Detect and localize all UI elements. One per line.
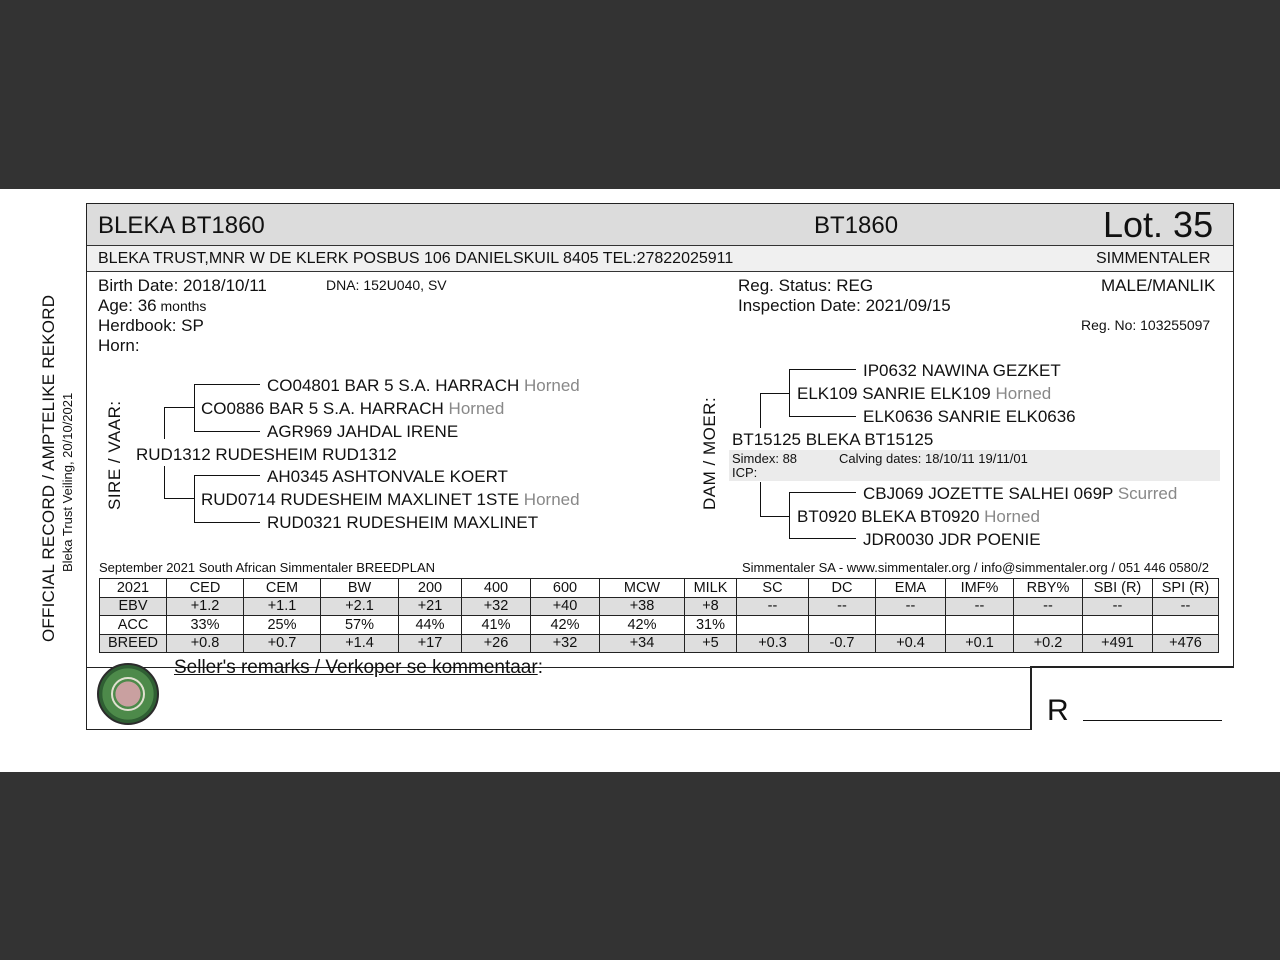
dam-dam bbox=[797, 507, 1040, 527]
animal-id: BT1860 bbox=[814, 212, 899, 239]
seal-ring bbox=[111, 677, 145, 711]
remarks-label: Seller's remarks / Verkoper se kommentaar bbox=[174, 657, 538, 678]
pedigree-line bbox=[194, 475, 195, 523]
pedigree-line bbox=[194, 384, 260, 385]
table-cell: +0.4 bbox=[876, 634, 946, 653]
table-cell: +8 bbox=[685, 597, 737, 616]
price-prefix: R bbox=[1047, 694, 1069, 727]
table-cell: +34 bbox=[600, 634, 685, 653]
table-cell: +1.4 bbox=[321, 634, 399, 653]
table-cell: CED bbox=[167, 579, 244, 598]
table-cell: 31% bbox=[685, 616, 737, 635]
table-cell: +26 bbox=[462, 634, 531, 653]
icp: ICP: bbox=[732, 465, 758, 480]
calving-dates: Calving dates: 18/10/11 19/11/01 bbox=[839, 451, 1028, 466]
ancestor-name: RUD0714 RUDESHEIM MAXLINET 1STE bbox=[201, 490, 520, 509]
table-cell bbox=[876, 616, 946, 635]
age-label: Age: bbox=[98, 296, 138, 315]
ancestor-name: CO0886 BAR 5 S.A. HARRACH bbox=[201, 399, 444, 418]
official-record-caption: OFFICIAL RECORD / AMPTELIKE REKORD bbox=[39, 294, 58, 642]
table-cell: SBI (R) bbox=[1083, 579, 1153, 598]
pedigree-line bbox=[164, 466, 165, 498]
pedigree-line bbox=[789, 369, 856, 370]
horn-note: Horned bbox=[524, 376, 580, 395]
ancestor-name: CO04801 BAR 5 S.A. HARRACH bbox=[267, 376, 520, 395]
horn-note: Horned bbox=[523, 490, 580, 509]
sire: RUD1312 RUDESHEIM RUD1312 bbox=[136, 445, 397, 464]
auction-caption: Bleka Trust Veiling, 20/10/2021 bbox=[60, 392, 75, 572]
table-cell: 2021 bbox=[100, 579, 167, 598]
table-cell: +17 bbox=[399, 634, 462, 653]
reg-number: Reg. No: 103255097 bbox=[1081, 317, 1211, 333]
table-cell: +0.1 bbox=[946, 634, 1014, 653]
pedigree-line bbox=[194, 522, 260, 523]
sire-dam-sire: AH0345 ASHTONVALE KOERT bbox=[267, 467, 508, 486]
table-cell: +5 bbox=[685, 634, 737, 653]
inspection-date: Inspection Date: 2021/09/15 bbox=[738, 296, 951, 315]
dam-dam-dam: JDR0030 JDR POENIE bbox=[863, 530, 1041, 549]
table-cell: SC bbox=[737, 579, 809, 598]
reg-status: Reg. Status: REG bbox=[738, 276, 874, 295]
table-cell: 41% bbox=[462, 616, 531, 635]
table-cell: 200 bbox=[399, 579, 462, 598]
dam-sire-dam: ELK0636 SANRIE ELK0636 bbox=[863, 407, 1076, 426]
sire-sire-dam: AGR969 JAHDAL IRENE bbox=[267, 422, 459, 441]
table-cell: +38 bbox=[600, 597, 685, 616]
breedplan-caption: September 2021 South African Simmentaler BREEDPLAN bbox=[99, 560, 436, 575]
birth-date: Birth Date: 2018/10/11 bbox=[98, 276, 267, 295]
dam-dam-sire bbox=[863, 484, 1177, 504]
lot-number: Lot. 35 bbox=[1103, 204, 1214, 245]
table-cell: MCW bbox=[600, 579, 685, 598]
pedigree-line bbox=[760, 516, 789, 517]
table-cell: -- bbox=[946, 597, 1014, 616]
sellers-remarks bbox=[174, 657, 543, 679]
table-cell: 25% bbox=[244, 616, 321, 635]
simdex: Simdex: 88 bbox=[732, 451, 798, 466]
pedigree-line bbox=[194, 384, 195, 432]
dam: BT15125 BLEKA BT15125 bbox=[732, 430, 934, 449]
table-cell: SPI (R) bbox=[1153, 579, 1219, 598]
table-cell: 400 bbox=[462, 579, 531, 598]
pedigree-line bbox=[164, 498, 194, 499]
table-cell bbox=[737, 616, 809, 635]
horn-field: Horn: bbox=[98, 336, 140, 355]
table-cell: 42% bbox=[600, 616, 685, 635]
table-cell: 33% bbox=[167, 616, 244, 635]
pedigree-line bbox=[760, 482, 761, 516]
table-row-ebv bbox=[100, 597, 1219, 616]
table-cell: +40 bbox=[531, 597, 600, 616]
table-cell: -- bbox=[1083, 597, 1153, 616]
age-unit: months bbox=[156, 298, 207, 314]
dam-sire-sire: IP0632 NAWINA GEZKET bbox=[863, 361, 1061, 380]
table-cell: -- bbox=[809, 597, 876, 616]
table-row-acc bbox=[100, 616, 1219, 635]
animal-name: BLEKA BT1860 bbox=[98, 212, 265, 239]
table-cell: ACC bbox=[100, 616, 167, 635]
pedigree-line bbox=[789, 369, 790, 417]
table-cell: +0.8 bbox=[167, 634, 244, 653]
horn-note: Horned bbox=[984, 507, 1040, 526]
table-cell bbox=[1153, 616, 1219, 635]
table-cell: +32 bbox=[462, 597, 531, 616]
remarks-colon: : bbox=[537, 657, 543, 678]
table-cell: +0.7 bbox=[244, 634, 321, 653]
sire-sire-sire bbox=[267, 376, 580, 396]
table-cell: -0.7 bbox=[809, 634, 876, 653]
age-field bbox=[98, 296, 206, 316]
ancestor-name: CBJ069 JOZETTE SALHEI 069P bbox=[863, 484, 1114, 503]
table-cell: +1.2 bbox=[167, 597, 244, 616]
pedigree-line bbox=[789, 492, 856, 493]
pedigree-line bbox=[164, 407, 194, 408]
table-header-row bbox=[100, 579, 1219, 598]
table-cell: MILK bbox=[685, 579, 737, 598]
dna-info: DNA: 152U040, SV bbox=[326, 277, 447, 293]
pedigree-line bbox=[194, 475, 260, 476]
table-cell: BREED bbox=[100, 634, 167, 653]
pedigree-line bbox=[194, 431, 260, 432]
contact-info: Simmentaler SA - www.simmentaler.org / info@simmentaler.org / 051 446 0580/2 bbox=[742, 560, 1209, 575]
table-cell: +0.3 bbox=[737, 634, 809, 653]
society-seal-logo bbox=[97, 663, 159, 725]
sire-dam-dam: RUD0321 RUDESHEIM MAXLINET bbox=[267, 513, 539, 532]
ebv-table bbox=[99, 578, 1219, 653]
table-cell: BW bbox=[321, 579, 399, 598]
table-cell: DC bbox=[809, 579, 876, 598]
table-cell: 44% bbox=[399, 616, 462, 635]
pedigree-line bbox=[789, 538, 856, 539]
owner-info: BLEKA TRUST,MNR W DE KLERK POSBUS 106 DANIELSKUIL 8405 TEL:27822025911 bbox=[98, 250, 734, 267]
sex: MALE/MANLIK bbox=[1101, 276, 1216, 295]
sire-sire bbox=[201, 399, 504, 419]
table-row-breed bbox=[100, 634, 1219, 653]
table-cell: IMF% bbox=[946, 579, 1014, 598]
table-cell bbox=[809, 616, 876, 635]
table-cell: +2.1 bbox=[321, 597, 399, 616]
table-cell: EBV bbox=[100, 597, 167, 616]
table-cell bbox=[1014, 616, 1083, 635]
price-line[interactable] bbox=[1083, 720, 1222, 721]
ancestor-name: ELK109 SANRIE ELK109 bbox=[797, 384, 991, 403]
sire-dam bbox=[201, 490, 580, 510]
pedigree-line bbox=[789, 492, 790, 539]
table-cell: -- bbox=[1014, 597, 1083, 616]
table-cell: 600 bbox=[531, 579, 600, 598]
horn-note: Horned bbox=[448, 399, 505, 418]
pedigree-line bbox=[164, 407, 165, 439]
herdbook: Herdbook: SP bbox=[98, 316, 204, 335]
horn-note: Horned bbox=[995, 384, 1052, 403]
table-cell bbox=[946, 616, 1014, 635]
table-cell: +476 bbox=[1153, 634, 1219, 653]
pedigree-line bbox=[760, 393, 761, 428]
table-cell: EMA bbox=[876, 579, 946, 598]
table-cell: +21 bbox=[399, 597, 462, 616]
breed-name: SIMMENTALER bbox=[1096, 250, 1211, 267]
table-cell: RBY% bbox=[1014, 579, 1083, 598]
table-cell: -- bbox=[737, 597, 809, 616]
table-cell: 42% bbox=[531, 616, 600, 635]
age-value: 36 bbox=[137, 296, 157, 315]
pedigree-line bbox=[760, 393, 789, 394]
pedigree-line bbox=[789, 416, 856, 417]
ancestor-name: BT0920 BLEKA BT0920 bbox=[797, 507, 980, 526]
table-cell bbox=[1083, 616, 1153, 635]
dam-sire bbox=[797, 384, 1051, 404]
table-cell: +32 bbox=[531, 634, 600, 653]
table-cell: +0.2 bbox=[1014, 634, 1083, 653]
table-cell: +1.1 bbox=[244, 597, 321, 616]
horn-note: Scurred bbox=[1117, 484, 1178, 503]
table-cell: CEM bbox=[244, 579, 321, 598]
table-cell: -- bbox=[876, 597, 946, 616]
sire-label: SIRE / VAAR: bbox=[105, 400, 124, 510]
table-cell: 57% bbox=[321, 616, 399, 635]
table-cell: -- bbox=[1153, 597, 1219, 616]
dam-label: DAM / MOER: bbox=[700, 396, 719, 510]
table-cell: +491 bbox=[1083, 634, 1153, 653]
